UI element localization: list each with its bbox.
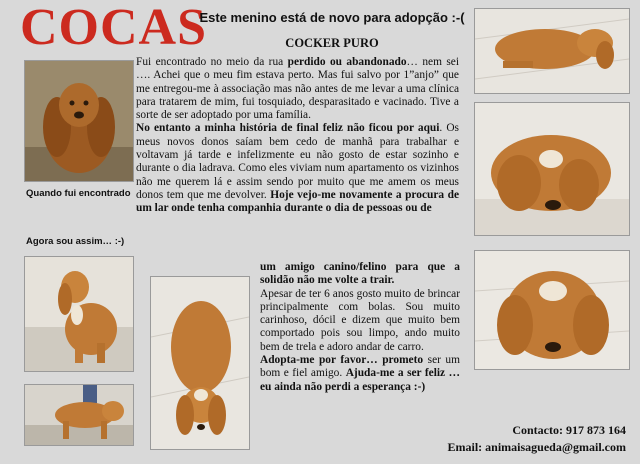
contact-block xyxy=(448,422,627,456)
photo-dog-from-above xyxy=(150,276,250,450)
contact-email: Email: animaisagueda@gmail.com xyxy=(447,440,626,454)
photo-dog-sitting xyxy=(24,256,134,372)
photo-dog-standing xyxy=(24,384,134,446)
headline: Este menino está de novo para adopção :-( xyxy=(199,10,465,25)
photo-dog-lying xyxy=(474,8,630,94)
story-paragraph-3b: Apesar de ter 6 anos gosto muito de brincar principalmente com bolas. Sou muito carinhoso, dócil e dizem que muito bem comportado pois sou limpo, ando muito bem de trela e adoro andar de carro. xyxy=(260,287,460,353)
breed-subtitle: COCKER PURO xyxy=(285,36,379,50)
photo-dog-face xyxy=(474,250,630,370)
caption-now: Agora sou assim… :-) xyxy=(26,236,125,247)
photo-dog-found xyxy=(24,60,134,182)
contact-phone: Contacto: 917 873 164 xyxy=(512,423,626,437)
caption-found: Quando fui encontrado xyxy=(26,188,131,199)
story-paragraph-2: No entanto a minha história de final feliz não ficou por aqui. Os meus novos donos saíam bem cedo de manhã para trabalhar e voltavam já tarde e infelizmente eu não gosto de estar sozinho e durante o dia ladrava. Como eles viviam num apartamento os vizinhos não me querem lá e assim sendo por muito que me amem os meus donos tem que me devolver. Hoje vejo-me novamente a procura de um lar onde tenha companhia durante o dia de pessoas ou de xyxy=(136,122,459,215)
story-paragraph-3a: um amigo canino/felino para que a solidão não me volte a trair. xyxy=(260,261,460,287)
story-text-continued xyxy=(260,261,460,394)
story-text xyxy=(136,56,459,216)
poster-title: COCAS xyxy=(20,0,208,56)
story-paragraph-4: Adopta-me por favor… prometo ser um bom e fiel amigo. Ajuda-me a ser feliz … eu ainda não perdi a esperança :-) xyxy=(260,354,460,393)
story-paragraph-1: Fui encontrado no meio da rua perdido ou abandonado… nem sei …. Achei que o meu fim estava perto. Mas fui salvo por 1”anjo” que me entregou-me à associação mas não antes de me levar a uma clínica para tratarem de mim, fui tosquiado, desparasitado e vacinado. Tive a sorte de ser adoptado por uma família. xyxy=(136,56,459,122)
photo-dog-resting-head xyxy=(474,102,630,236)
